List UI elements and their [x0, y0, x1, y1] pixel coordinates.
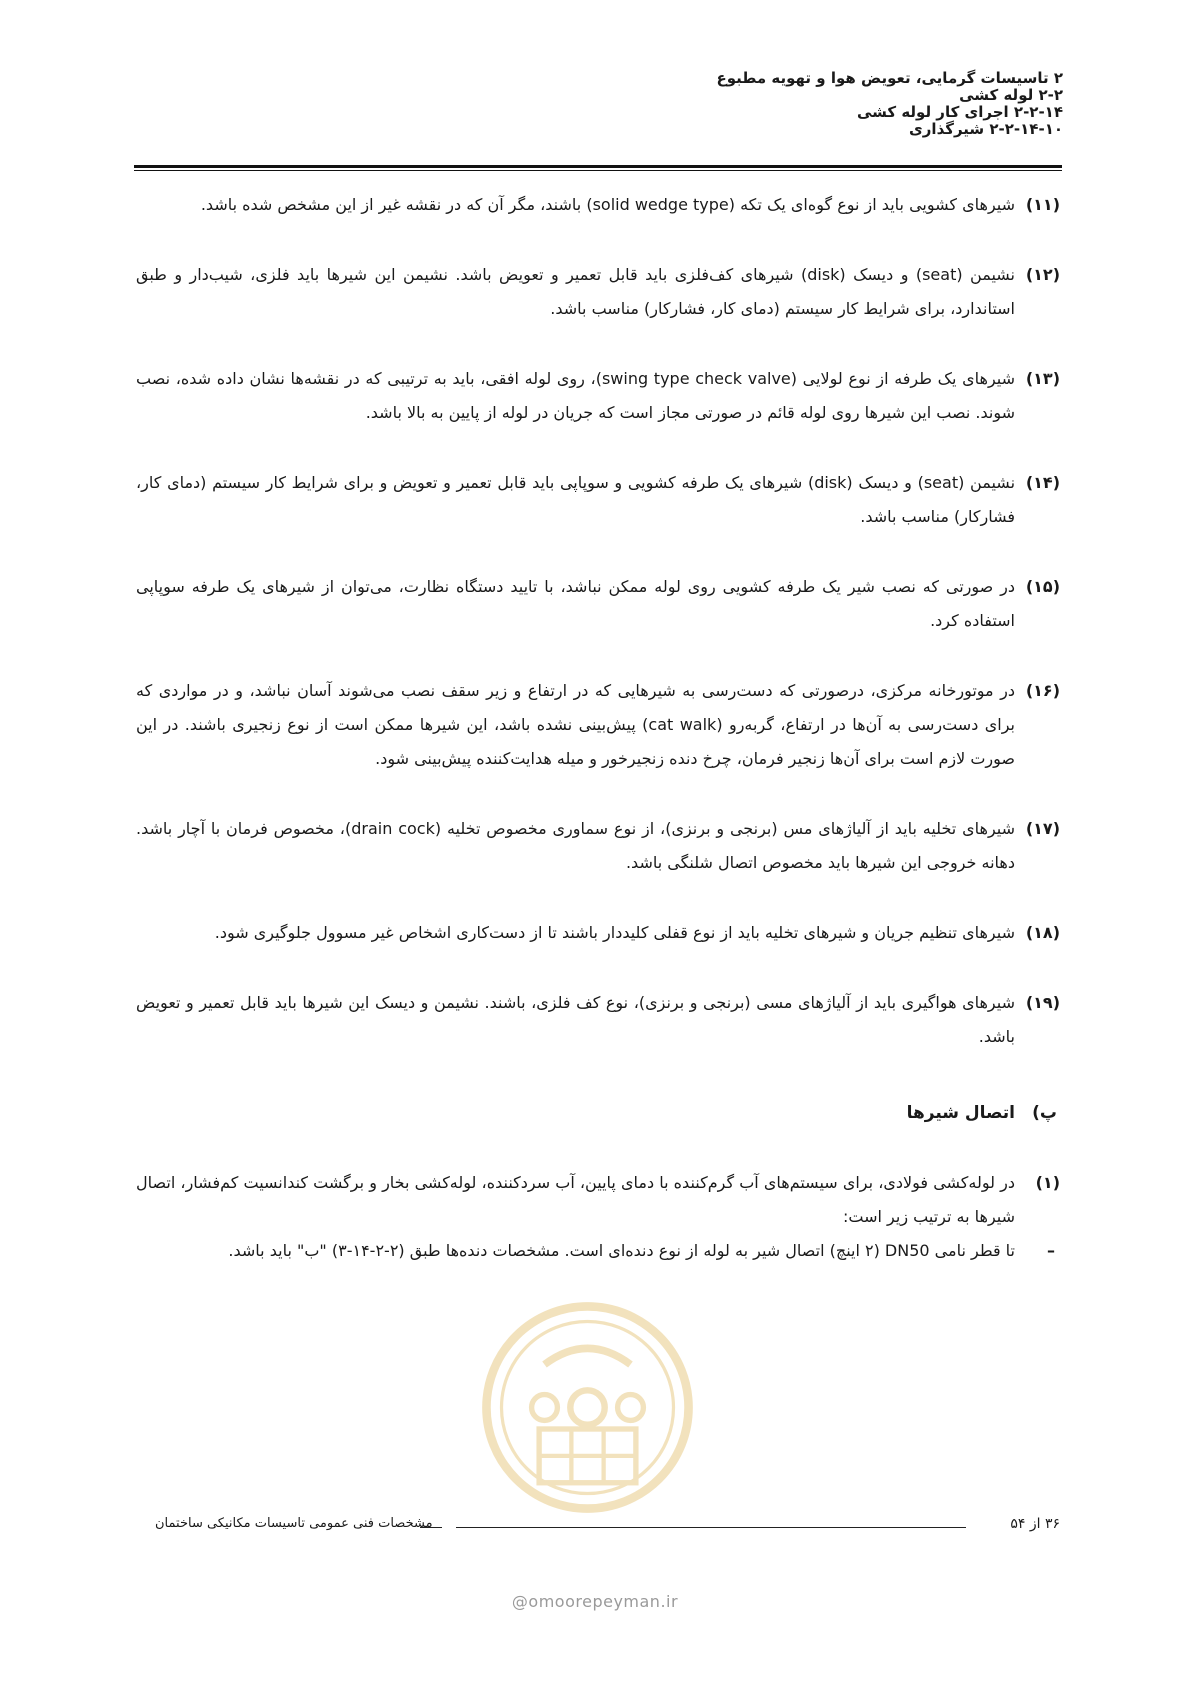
item-text: شیرهای هواگیری باید از آلیاژهای مسی (برنجی و برنزی)، نوع کف فلزی، باشند. نشیمن و دیسک این شیرها باید قابل تعمیر و تعویض باشد.	[136, 993, 1015, 1046]
watermark-seal-icon	[480, 1300, 695, 1515]
site-watermark: @omoorepeyman.ir	[511, 1592, 679, 1611]
item-text: نشیمن (seat) و دیسک (disk) شیرهای کف‌فلزی باید قابل تعمیر و تعویض باشد. نشیمن این شیرها باید فلزی، شیب‌دار و طبق استاندارد، برای شرایط کار سیستم (دمای کار، فشارکار) مناسب باشد.	[136, 265, 1016, 318]
list-item	[136, 674, 1060, 776]
item-number: (۱۲)	[1025, 265, 1060, 284]
page-number: ۳۶ از ۵۴	[1010, 1516, 1060, 1532]
item-text: در لوله‌کشی فولادی، برای سیستم‌های آب گرم‌کننده با دمای پایین، آب سردکننده، لوله‌کشی بخار و برگشت کندانسیت کم‌فشار، اتصال شیرها به ترتیب زیر است:	[136, 1173, 1015, 1226]
list-item	[136, 188, 1060, 222]
item-text: شیرهای یک طرفه از نوع لولایی (swing type check valve)، روی لوله افقی، باید به ترتیبی که در نقشه‌ها نشان داده شده، نصب شوند. نصب این شیرها روی لوله قائم در صورتی مجاز است که جریان در لوله از پایین به بالا باشد.	[136, 369, 1016, 422]
page-header	[363, 70, 1063, 138]
item-text: در موتورخانه مرکزی، درصورتی که دست‌رسی به شیرهایی که در ارتفاع و زیر سقف نصب می‌شوند آسان نباشد، و در مواردی که برای دست‌رسی به آن‌ها در ارتفاع، گربه‌رو (cat walk) پیش‌بینی نشده باشد، این شیرها ممکن است از نوع زنجیری باشند. در این صورت لازم است برای آن‌ها زنجیر فرمان، چرخ دنده زنجیرخور و میله هدایت‌کننده پیش‌بینی شود.	[136, 681, 1015, 768]
header-line-3: ۲-۲-۱۴ اجرای کار لوله کشی	[856, 103, 1063, 121]
item-text: شیرهای کشویی باید از نوع گوه‌ای یک تکه (solid wedge type) باشند، مگر آن که در نقشه غیر از این مشخص شده باشد.	[200, 195, 1015, 214]
item-number: (۱۵)	[1025, 577, 1060, 596]
list-item	[136, 466, 1060, 534]
item-text: در صورتی که نصب شیر یک طرفه کشویی روی لوله ممکن نباشد، با تایید دستگاه نظارت، می‌توان از شیرهای یک طرفه سوپاپی استفاده کرد.	[136, 577, 1015, 630]
dash-list-item	[136, 1234, 1055, 1268]
document-body	[136, 188, 1060, 1268]
list-item	[136, 1166, 1060, 1234]
item-text: شیرهای تخلیه باید از آلیاژهای مس (برنجی و برنزی)، از نوع سماوری مخصوص تخلیه (drain cock)، مخصوص فرمان با آچار باشد. دهانه خروجی این شیرها باید مخصوص اتصال شلنگی باشد.	[136, 819, 1016, 872]
section-label: پ)	[1032, 1103, 1057, 1123]
item-number: (۱۶)	[1025, 681, 1060, 700]
list-item	[136, 916, 1060, 950]
item-number: (۱۸)	[1025, 923, 1060, 942]
item-text: شیرهای تنظیم جریان و شیرهای تخلیه باید از نوع قفلی کلیددار باشند تا از دست‌کاری اشخاص غیر مسوول جلوگیری شود.	[214, 923, 1015, 942]
footer-title: مشخصات فنی عمومی تاسیسات مکانیکی ساختمان	[155, 1516, 433, 1531]
item-number: (۱۳)	[1025, 369, 1060, 388]
list-item	[136, 258, 1060, 326]
item-text: تا قطر نامی DN50 (۲ اینچ) اتصال شیر به لوله از نوع دنده‌ای است. مشخصات دنده‌ها طبق (۲-۲-۱۴-۳) "ب" باید باشد.	[228, 1241, 1015, 1260]
header-line-1: ۲ تاسیسات گرمایی، تعویض هوا و تهویه مطبوع	[716, 69, 1063, 87]
item-number: (۱۹)	[1025, 993, 1060, 1012]
item-text: نشیمن (seat) و دیسک (disk) شیرهای یک طرفه کشویی و سوپاپی باید قابل تعمیر و تعویض و برای شرایط کار سیستم (دمای کار، فشارکار) مناسب باشد.	[136, 473, 1016, 526]
list-item	[136, 362, 1060, 430]
item-number: (۱)	[1035, 1173, 1060, 1192]
list-item	[136, 812, 1060, 880]
list-item	[136, 986, 1060, 1054]
list-item	[136, 570, 1060, 638]
header-line-2: ۲-۲ لوله کشی	[959, 86, 1063, 104]
item-number: (۱۷)	[1025, 819, 1060, 838]
header-divider-thick	[134, 165, 1062, 168]
footer-divider	[456, 1527, 966, 1528]
item-number: (۱۱)	[1025, 195, 1060, 214]
dash-mark: –	[1047, 1241, 1055, 1260]
header-divider-thin	[134, 170, 1062, 171]
section-title: اتصال شیرها	[906, 1103, 1015, 1123]
header-line-4: ۲-۲-۱۴-۱۰ شیرگذاری	[909, 120, 1063, 138]
section-heading	[136, 1096, 1057, 1130]
item-number: (۱۴)	[1025, 473, 1060, 492]
